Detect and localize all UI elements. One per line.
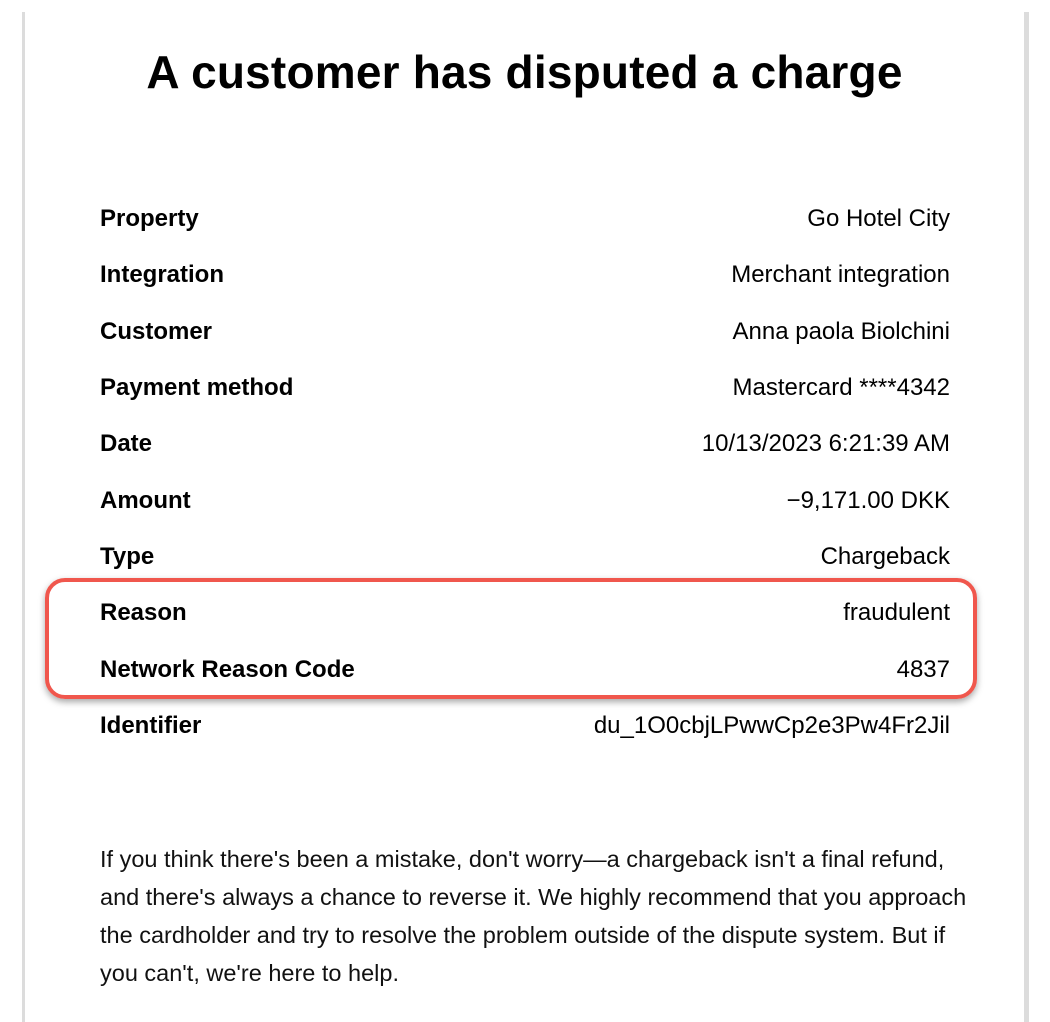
payment-method-label: Payment method [100,374,294,402]
customer-value: Anna paola Biolchini [732,317,950,345]
amount-label: Amount [100,486,191,514]
reason-label: Reason [100,599,187,627]
network-reason-code-label: Network Reason Code [100,655,355,683]
email-title: A customer has disputed a charge [146,46,903,98]
detail-row-date [100,416,950,472]
property-value: Go Hotel City [807,205,950,233]
identifier-value: du_1O0cbjLPwwCp2e3Pw4Fr2Jil [593,711,950,739]
reason-value: fraudulent [843,599,950,627]
integration-label: Integration [100,261,224,289]
amount-value: −9,171.00 DKK [786,486,950,514]
date-label: Date [100,430,153,458]
dispute-details-table [100,191,950,754]
detail-row-type [100,529,950,585]
detail-row-payment-method [100,360,950,416]
identifier-label: Identifier [100,711,202,739]
date-value: 10/13/2023 6:21:39 AM [701,430,950,458]
detail-row-amount [100,472,950,528]
property-label: Property [100,205,199,233]
detail-row-reason [100,585,950,641]
network-reason-code-value: 4837 [896,655,950,683]
dispute-help-message: If you think there's been a mistake, don't worry—a chargeback isn't a final refund, and there's always a chance to reverse it. We highly recommend that you approach the cardholder and try to resolve the problem outside of the dispute system. But if you can't, we're here to help. [100,846,967,986]
detail-row-identifier [100,698,950,754]
dispute-email [25,0,1024,1022]
customer-label: Customer [100,317,213,345]
integration-value: Merchant integration [731,261,950,289]
detail-row-network-reason-code [100,641,950,697]
type-label: Type [100,542,155,570]
payment-method-value: Mastercard ****4342 [732,374,950,402]
detail-row-property [100,191,950,247]
detail-row-customer [100,304,950,360]
frame-right-scrollbar[interactable] [1024,12,1029,1022]
detail-row-integration [100,247,950,303]
type-value: Chargeback [820,542,950,570]
